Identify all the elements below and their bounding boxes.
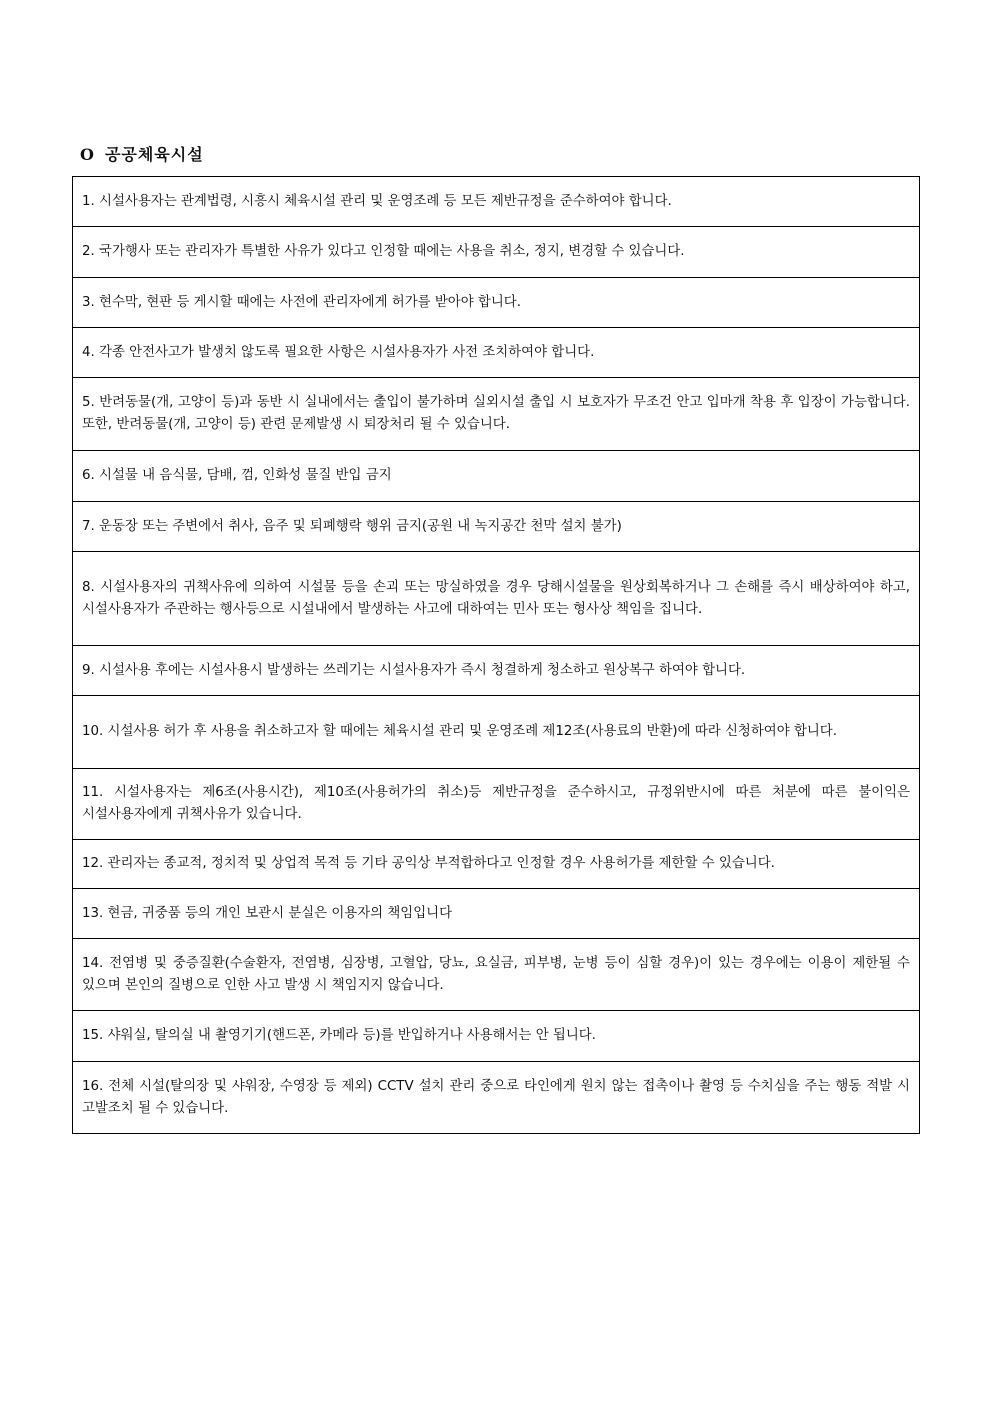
section-heading (80, 142, 204, 165)
rule-row (73, 769, 920, 840)
rule-text: 14. 전염병 및 중증질환(수술환자, 전염병, 심장병, 고혈압, 당뇨, 요실금, 피부병, 눈병 등이 심할 경우)이 있는 경우에는 이용이 제한될 수 있으며 본인의 질병으로 인한 사고 발생 시 책임지지 않습니다. (73, 939, 920, 1011)
rule-row (73, 378, 920, 451)
rule-text: 1. 시설사용자는 관계법령, 시흥시 체육시설 관리 및 운영조례 등 모든 제반규정을 준수하여야 합니다. (73, 177, 920, 227)
rule-text: 15. 샤워실, 탈의실 내 촬영기기(핸드폰, 카메라 등)를 반입하거나 사용해서는 안 됩니다. (73, 1011, 920, 1062)
rule-row (73, 889, 920, 939)
rule-text: 8. 시설사용자의 귀책사유에 의하여 시설물 등을 손괴 또는 망실하였을 경우 당해시설물을 원상회복하거나 그 손해를 즉시 배상하여야 하고, 시설사용자가 주관하는 행사등으로 시설내에서 발생하는 사고에 대하여는 민사 또는 형사상 책임을 집니다. (73, 552, 920, 646)
rules-table (72, 176, 920, 1134)
rule-text: 10. 시설사용 허가 후 사용을 취소하고자 할 때에는 체육시설 관리 및 운영조례 제12조(사용료의 반환)에 따라 신청하여야 합니다. (73, 696, 920, 769)
rule-row (73, 552, 920, 646)
rule-row (73, 696, 920, 769)
rule-text: 12. 관리자는 종교적, 정치적 및 상업적 목적 등 기타 공익상 부적합하다고 인정할 경우 사용허가를 제한할 수 있습니다. (73, 840, 920, 889)
section-title: 공공체육시설 (104, 145, 204, 164)
rule-row (73, 502, 920, 552)
rule-text: 4. 각종 안전사고가 발생치 않도록 필요한 사항은 시설사용자가 사전 조치하여야 합니다. (73, 328, 920, 378)
rule-text: 2. 국가행사 또는 관리자가 특별한 사유가 있다고 인정할 때에는 사용을 취소, 정지, 변경할 수 있습니다. (73, 227, 920, 278)
rule-text: 9. 시설사용 후에는 시설사용시 발생하는 쓰레기는 시설사용자가 즉시 청결하게 청소하고 원상복구 하여야 합니다. (73, 646, 920, 696)
rule-text: 5. 반려동물(개, 고양이 등)과 동반 시 실내에서는 출입이 불가하며 실외시설 출입 시 보호자가 무조건 안고 입마개 착용 후 입장이 가능합니다. 또한, 반려동물(개, 고양이 등) 관련 문제발생 시 퇴장처리 될 수 있습니다. (73, 378, 920, 451)
rule-row (73, 1011, 920, 1062)
rule-row (73, 840, 920, 889)
rule-text: 16. 전체 시설(탈의장 및 샤워장, 수영장 등 제외) CCTV 설치 관리 중으로 타인에게 원치 않는 접촉이나 촬영 등 수치심을 주는 행동 적발 시 고발조치 될 수 있습니다. (73, 1062, 920, 1134)
rule-row (73, 278, 920, 328)
rule-row (73, 451, 920, 502)
rule-text: 6. 시설물 내 음식물, 담배, 껌, 인화성 물질 반입 금지 (73, 451, 920, 502)
rule-text: 3. 현수막, 현판 등 게시할 때에는 사전에 관리자에게 허가를 받아야 합니다. (73, 278, 920, 328)
rule-text: 7. 운동장 또는 주변에서 취사, 음주 및 퇴폐행락 행위 금지(공원 내 녹지공간 천막 설치 불가) (73, 502, 920, 552)
rule-row (73, 1062, 920, 1134)
rule-row (73, 646, 920, 696)
rule-text: 13. 현금, 귀중품 등의 개인 보관시 분실은 이용자의 책임입니다 (73, 889, 920, 939)
rule-text: 11. 시설사용자는 제6조(사용시간), 제10조(사용허가의 취소)등 제반규정을 준수하시고, 규정위반시에 따른 처분에 따른 불이익은 시설사용자에게 귀책사유가 있습니다. (73, 769, 920, 840)
rule-row (73, 227, 920, 278)
rule-row (73, 328, 920, 378)
rule-row (73, 939, 920, 1011)
section-bullet: O (80, 145, 95, 164)
rule-row (73, 177, 920, 227)
